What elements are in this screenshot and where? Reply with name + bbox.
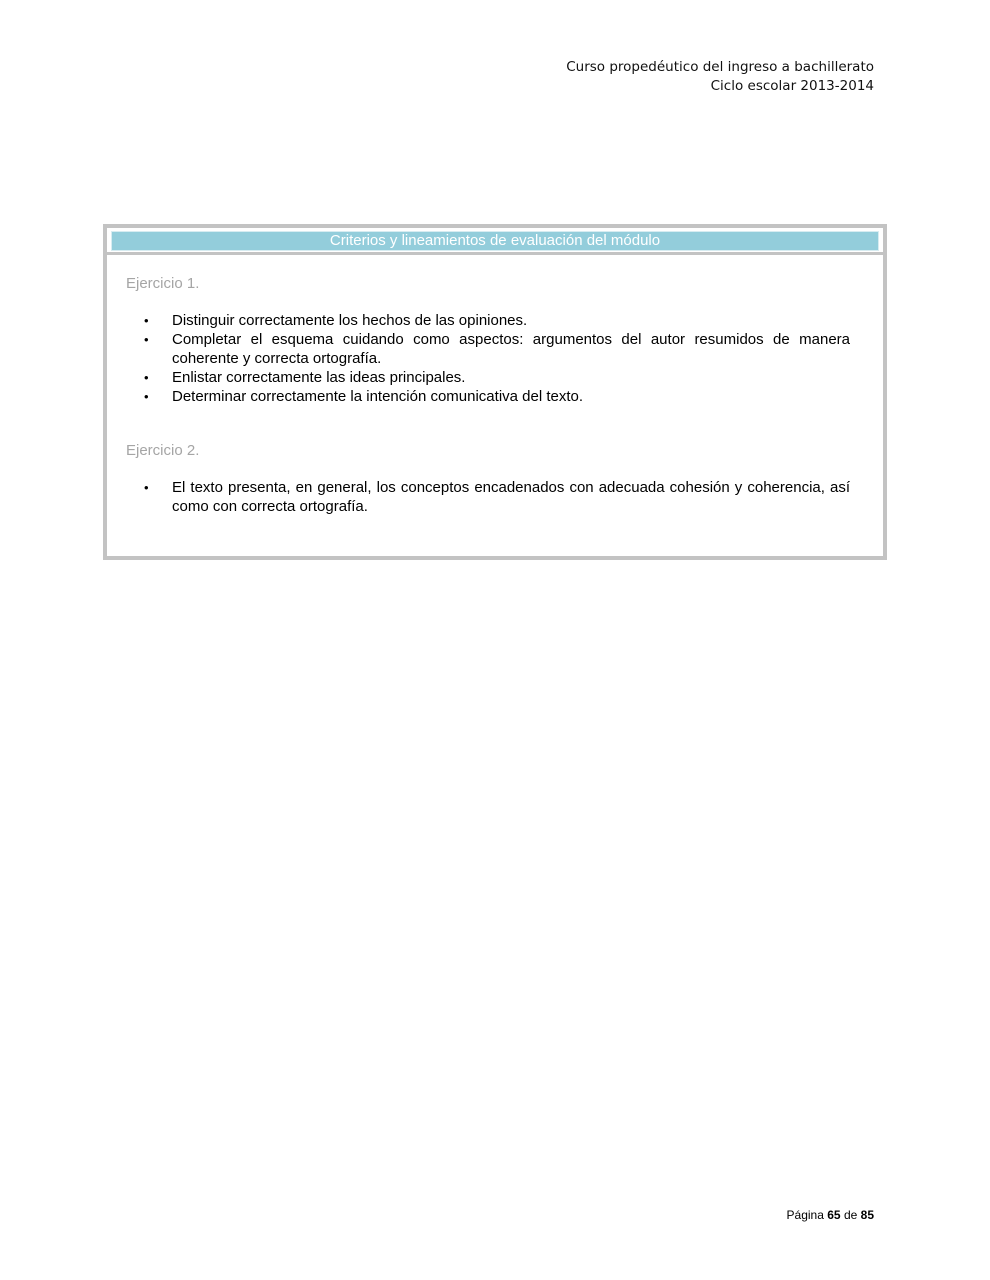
list-item-text: Enlistar correctamente las ideas principales. <box>172 369 466 386</box>
of-label: de <box>843 1208 858 1222</box>
criteria-body <box>126 274 850 516</box>
bullet-icon: • <box>144 313 149 328</box>
bullet-icon: • <box>144 370 149 385</box>
list-item <box>126 311 850 330</box>
criteria-title-bar: Criterios y lineamientos de evaluación del módulo <box>111 231 879 251</box>
list-item-text: Distinguir correctamente los hechos de las opiniones. <box>172 312 528 329</box>
exercise-2-heading: Ejercicio 2. <box>126 442 200 459</box>
list-item <box>126 330 850 368</box>
list-item-text: Determinar correctamente la intención comunicativa del texto. <box>172 388 584 405</box>
total-pages: 85 <box>860 1208 874 1222</box>
page-label: Página <box>786 1208 824 1222</box>
exercise-1-criteria-list <box>126 311 850 406</box>
title-divider <box>107 252 883 255</box>
bullet-icon: • <box>144 389 149 404</box>
header-school-year: Ciclo escolar 2013-2014 <box>710 78 874 94</box>
exercise-1-heading: Ejercicio 1. <box>126 275 200 292</box>
header-course-title: Curso propedéutico del ingreso a bachillerato <box>566 59 874 75</box>
page-number: 65 <box>827 1208 841 1222</box>
bullet-icon: • <box>144 332 149 347</box>
page-header <box>566 58 874 96</box>
list-item-text: El texto presenta, en general, los conceptos encadenados con adecuada cohesión y coherencia, así como con correcta ortografía. <box>172 479 850 515</box>
list-item <box>126 478 850 516</box>
page-footer <box>787 1208 874 1222</box>
exercise-2-criteria-list <box>126 478 850 516</box>
list-item-text: Completar el esquema cuidando como aspectos: argumentos del autor resumidos de manera coherente y correcta ortografía. <box>172 331 850 367</box>
list-item <box>126 368 850 387</box>
evaluation-criteria-box <box>103 224 887 560</box>
list-item <box>126 387 850 406</box>
bullet-icon: • <box>144 480 149 495</box>
